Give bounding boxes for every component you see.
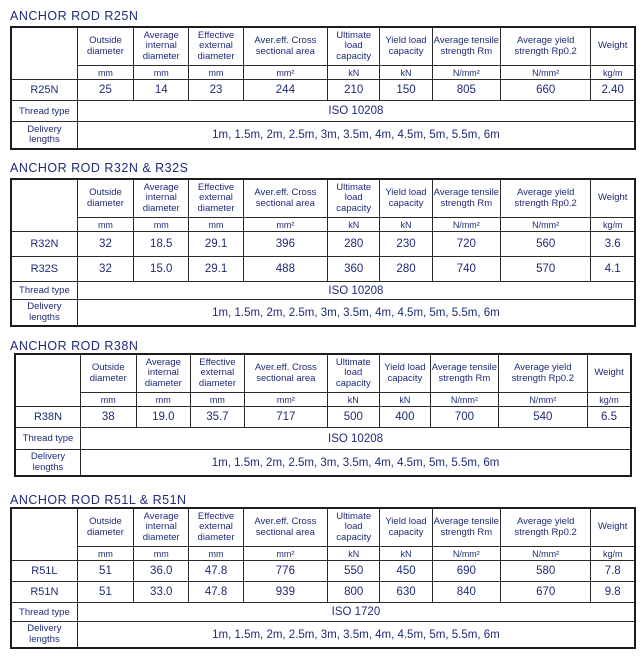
unit-cell: kN xyxy=(380,66,432,80)
thread-type-value: ISO 1720 xyxy=(77,603,635,622)
yield-strength-header: Average yield strength Rp0.2 xyxy=(500,27,590,66)
value-cell: 700 xyxy=(431,407,499,428)
value-cell: 450 xyxy=(380,561,432,582)
internal-diameter-header: Average internal diameter xyxy=(136,354,191,393)
tensile-strength-header: Average tensile strength Rm xyxy=(432,179,500,218)
thread-type-row xyxy=(15,428,631,450)
value-cell: 396 xyxy=(243,232,327,257)
yield-load-header: Yield load capacity xyxy=(380,508,432,547)
anchor-rod-section xyxy=(0,160,644,176)
table-row xyxy=(11,561,635,582)
yield-strength-header: Average yield strength Rp0.2 xyxy=(498,354,587,393)
thread-type-row xyxy=(11,101,635,122)
value-cell: 580 xyxy=(500,561,590,582)
unit-cell: mm xyxy=(81,393,137,407)
corner-cell xyxy=(15,354,81,407)
unit-row xyxy=(11,66,635,80)
header-row xyxy=(11,508,635,547)
unit-cell: kN xyxy=(328,547,380,561)
value-cell: 550 xyxy=(328,561,380,582)
unit-row xyxy=(15,393,631,407)
value-cell: 244 xyxy=(243,80,327,101)
outside-diameter-header: Outside diameter xyxy=(77,27,133,66)
unit-row xyxy=(11,218,635,232)
unit-cell: mm² xyxy=(243,547,327,561)
unit-cell: kN xyxy=(328,66,380,80)
value-cell: 670 xyxy=(500,582,590,603)
spec-table xyxy=(10,26,636,150)
value-cell: 2.40 xyxy=(591,80,635,101)
cross-section-header: Aver.eff. Cross sectional area xyxy=(243,27,327,66)
value-cell: 210 xyxy=(328,80,380,101)
table-row xyxy=(11,80,635,101)
corner-cell xyxy=(11,508,77,561)
header-row xyxy=(11,179,635,218)
thread-type-row xyxy=(11,282,635,300)
anchor-rod-section xyxy=(0,8,644,24)
section-title: ANCHOR ROD R25N xyxy=(10,9,139,23)
weight-header: Weight xyxy=(591,179,635,218)
internal-diameter-header: Average internal diameter xyxy=(134,27,189,66)
value-cell: 690 xyxy=(432,561,500,582)
unit-cell: N/mm² xyxy=(500,547,590,561)
thread-type-row xyxy=(11,603,635,622)
thread-type-label: Thread type xyxy=(11,101,77,122)
value-cell: 33.0 xyxy=(134,582,189,603)
unit-cell: kN xyxy=(380,547,432,561)
external-diameter-header: Effective external diameter xyxy=(189,27,243,66)
unit-cell: kg/m xyxy=(587,393,631,407)
header-row xyxy=(15,354,631,393)
section-title: ANCHOR ROD R38N xyxy=(10,339,139,353)
unit-cell: N/mm² xyxy=(498,393,587,407)
anchor-rod-section xyxy=(0,492,644,508)
table-row xyxy=(15,407,631,428)
anchor-rod-section xyxy=(0,338,644,354)
value-cell: 36.0 xyxy=(134,561,189,582)
delivery-lengths-value: 1m, 1.5m, 2m, 2.5m, 3m, 3.5m, 4m, 4.5m, 5m, 5.5m, 6m xyxy=(77,622,635,649)
unit-cell: mm xyxy=(189,547,243,561)
delivery-lengths-row xyxy=(11,622,635,649)
rod-name: R51N xyxy=(11,582,77,603)
unit-cell: kN xyxy=(327,393,379,407)
value-cell: 23 xyxy=(189,80,243,101)
unit-cell: kN xyxy=(379,393,431,407)
unit-cell: mm² xyxy=(243,218,327,232)
value-cell: 14 xyxy=(134,80,189,101)
outside-diameter-header: Outside diameter xyxy=(81,354,137,393)
value-cell: 29.1 xyxy=(189,232,243,257)
value-cell: 280 xyxy=(380,257,432,282)
delivery-lengths-label: Delivery lengths xyxy=(11,122,77,150)
section-title: ANCHOR ROD R51L & R51N xyxy=(10,493,187,507)
value-cell: 360 xyxy=(328,257,380,282)
value-cell: 9.8 xyxy=(591,582,635,603)
corner-cell xyxy=(11,179,77,232)
rod-name: R38N xyxy=(15,407,81,428)
unit-cell: N/mm² xyxy=(500,66,590,80)
value-cell: 776 xyxy=(243,561,327,582)
unit-cell: mm² xyxy=(244,393,327,407)
table-row xyxy=(11,257,635,282)
value-cell: 38 xyxy=(81,407,137,428)
unit-cell: kg/m xyxy=(591,66,635,80)
unit-cell: kN xyxy=(328,218,380,232)
thread-type-value: ISO 10208 xyxy=(77,101,635,122)
value-cell: 51 xyxy=(77,582,133,603)
unit-cell: mm xyxy=(189,66,243,80)
thread-type-value: ISO 10208 xyxy=(77,282,635,300)
ultimate-load-header: Ultimate load capacity xyxy=(328,179,380,218)
tensile-strength-header: Average tensile strength Rm xyxy=(432,27,500,66)
value-cell: 540 xyxy=(498,407,587,428)
header-row xyxy=(11,27,635,66)
value-cell: 939 xyxy=(243,582,327,603)
value-cell: 25 xyxy=(77,80,133,101)
delivery-lengths-row xyxy=(11,122,635,150)
value-cell: 630 xyxy=(380,582,432,603)
thread-type-label: Thread type xyxy=(11,603,77,622)
outside-diameter-header: Outside diameter xyxy=(77,508,133,547)
value-cell: 7.8 xyxy=(591,561,635,582)
value-cell: 150 xyxy=(380,80,432,101)
thread-type-label: Thread type xyxy=(11,282,77,300)
rod-name: R51L xyxy=(11,561,77,582)
delivery-lengths-row xyxy=(15,450,631,477)
unit-cell: mm xyxy=(77,547,133,561)
value-cell: 280 xyxy=(328,232,380,257)
yield-load-header: Yield load capacity xyxy=(379,354,431,393)
value-cell: 51 xyxy=(77,561,133,582)
spec-table xyxy=(10,178,636,327)
value-cell: 800 xyxy=(328,582,380,603)
unit-cell: mm xyxy=(136,393,191,407)
value-cell: 740 xyxy=(432,257,500,282)
external-diameter-header: Effective external diameter xyxy=(189,179,243,218)
unit-cell: mm xyxy=(189,218,243,232)
value-cell: 500 xyxy=(327,407,379,428)
value-cell: 488 xyxy=(243,257,327,282)
rod-name: R32S xyxy=(11,257,77,282)
value-cell: 720 xyxy=(432,232,500,257)
tensile-strength-header: Average tensile strength Rm xyxy=(432,508,500,547)
unit-cell: N/mm² xyxy=(431,393,499,407)
unit-cell: kg/m xyxy=(591,218,635,232)
external-diameter-header: Effective external diameter xyxy=(191,354,245,393)
value-cell: 230 xyxy=(380,232,432,257)
spec-table xyxy=(14,353,632,477)
unit-cell: mm xyxy=(134,218,189,232)
unit-cell: N/mm² xyxy=(432,218,500,232)
yield-strength-header: Average yield strength Rp0.2 xyxy=(500,508,590,547)
ultimate-load-header: Ultimate load capacity xyxy=(327,354,379,393)
value-cell: 18.5 xyxy=(134,232,189,257)
delivery-lengths-label: Delivery lengths xyxy=(11,300,77,327)
value-cell: 29.1 xyxy=(189,257,243,282)
unit-cell: kN xyxy=(380,218,432,232)
weight-header: Weight xyxy=(591,27,635,66)
delivery-lengths-row xyxy=(11,300,635,327)
delivery-lengths-value: 1m, 1.5m, 2m, 2.5m, 3m, 3.5m, 4m, 4.5m, 5m, 5.5m, 6m xyxy=(81,450,632,477)
table-row xyxy=(11,232,635,257)
delivery-lengths-value: 1m, 1.5m, 2m, 2.5m, 3m, 3.5m, 4m, 4.5m, 5m, 5.5m, 6m xyxy=(77,300,635,327)
weight-header: Weight xyxy=(587,354,631,393)
outside-diameter-header: Outside diameter xyxy=(77,179,133,218)
value-cell: 47.8 xyxy=(189,582,243,603)
value-cell: 4.1 xyxy=(591,257,635,282)
value-cell: 840 xyxy=(432,582,500,603)
value-cell: 32 xyxy=(77,232,133,257)
spec-table xyxy=(10,507,636,649)
value-cell: 805 xyxy=(432,80,500,101)
unit-cell: kg/m xyxy=(591,547,635,561)
unit-row xyxy=(11,547,635,561)
value-cell: 400 xyxy=(379,407,431,428)
delivery-lengths-label: Delivery lengths xyxy=(15,450,81,477)
tensile-strength-header: Average tensile strength Rm xyxy=(431,354,499,393)
value-cell: 6.5 xyxy=(587,407,631,428)
yield-load-header: Yield load capacity xyxy=(380,179,432,218)
thread-type-value: ISO 10208 xyxy=(81,428,632,450)
internal-diameter-header: Average internal diameter xyxy=(134,508,189,547)
table-row xyxy=(11,582,635,603)
section-title: ANCHOR ROD R32N & R32S xyxy=(10,161,189,175)
delivery-lengths-label: Delivery lengths xyxy=(11,622,77,649)
value-cell: 47.8 xyxy=(189,561,243,582)
unit-cell: mm xyxy=(77,218,133,232)
unit-cell: mm xyxy=(134,547,189,561)
delivery-lengths-value: 1m, 1.5m, 2m, 2.5m, 3m, 3.5m, 4m, 4.5m, 5m, 5.5m, 6m xyxy=(77,122,635,150)
value-cell: 3.6 xyxy=(591,232,635,257)
yield-strength-header: Average yield strength Rp0.2 xyxy=(500,179,590,218)
unit-cell: N/mm² xyxy=(432,66,500,80)
ultimate-load-header: Ultimate load capacity xyxy=(328,27,380,66)
internal-diameter-header: Average internal diameter xyxy=(134,179,189,218)
unit-cell: mm xyxy=(134,66,189,80)
weight-header: Weight xyxy=(591,508,635,547)
value-cell: 32 xyxy=(77,257,133,282)
value-cell: 19.0 xyxy=(136,407,191,428)
ultimate-load-header: Ultimate load capacity xyxy=(328,508,380,547)
unit-cell: N/mm² xyxy=(432,547,500,561)
rod-name: R32N xyxy=(11,232,77,257)
unit-cell: N/mm² xyxy=(500,218,590,232)
unit-cell: mm xyxy=(191,393,245,407)
value-cell: 15.0 xyxy=(134,257,189,282)
unit-cell: mm xyxy=(77,66,133,80)
cross-section-header: Aver.eff. Cross sectional area xyxy=(243,508,327,547)
value-cell: 660 xyxy=(500,80,590,101)
value-cell: 717 xyxy=(244,407,327,428)
value-cell: 560 xyxy=(500,232,590,257)
corner-cell xyxy=(11,27,77,80)
yield-load-header: Yield load capacity xyxy=(380,27,432,66)
external-diameter-header: Effective external diameter xyxy=(189,508,243,547)
cross-section-header: Aver.eff. Cross sectional area xyxy=(243,179,327,218)
rod-name: R25N xyxy=(11,80,77,101)
unit-cell: mm² xyxy=(243,66,327,80)
cross-section-header: Aver.eff. Cross sectional area xyxy=(244,354,327,393)
thread-type-label: Thread type xyxy=(15,428,81,450)
value-cell: 570 xyxy=(500,257,590,282)
value-cell: 35.7 xyxy=(191,407,245,428)
